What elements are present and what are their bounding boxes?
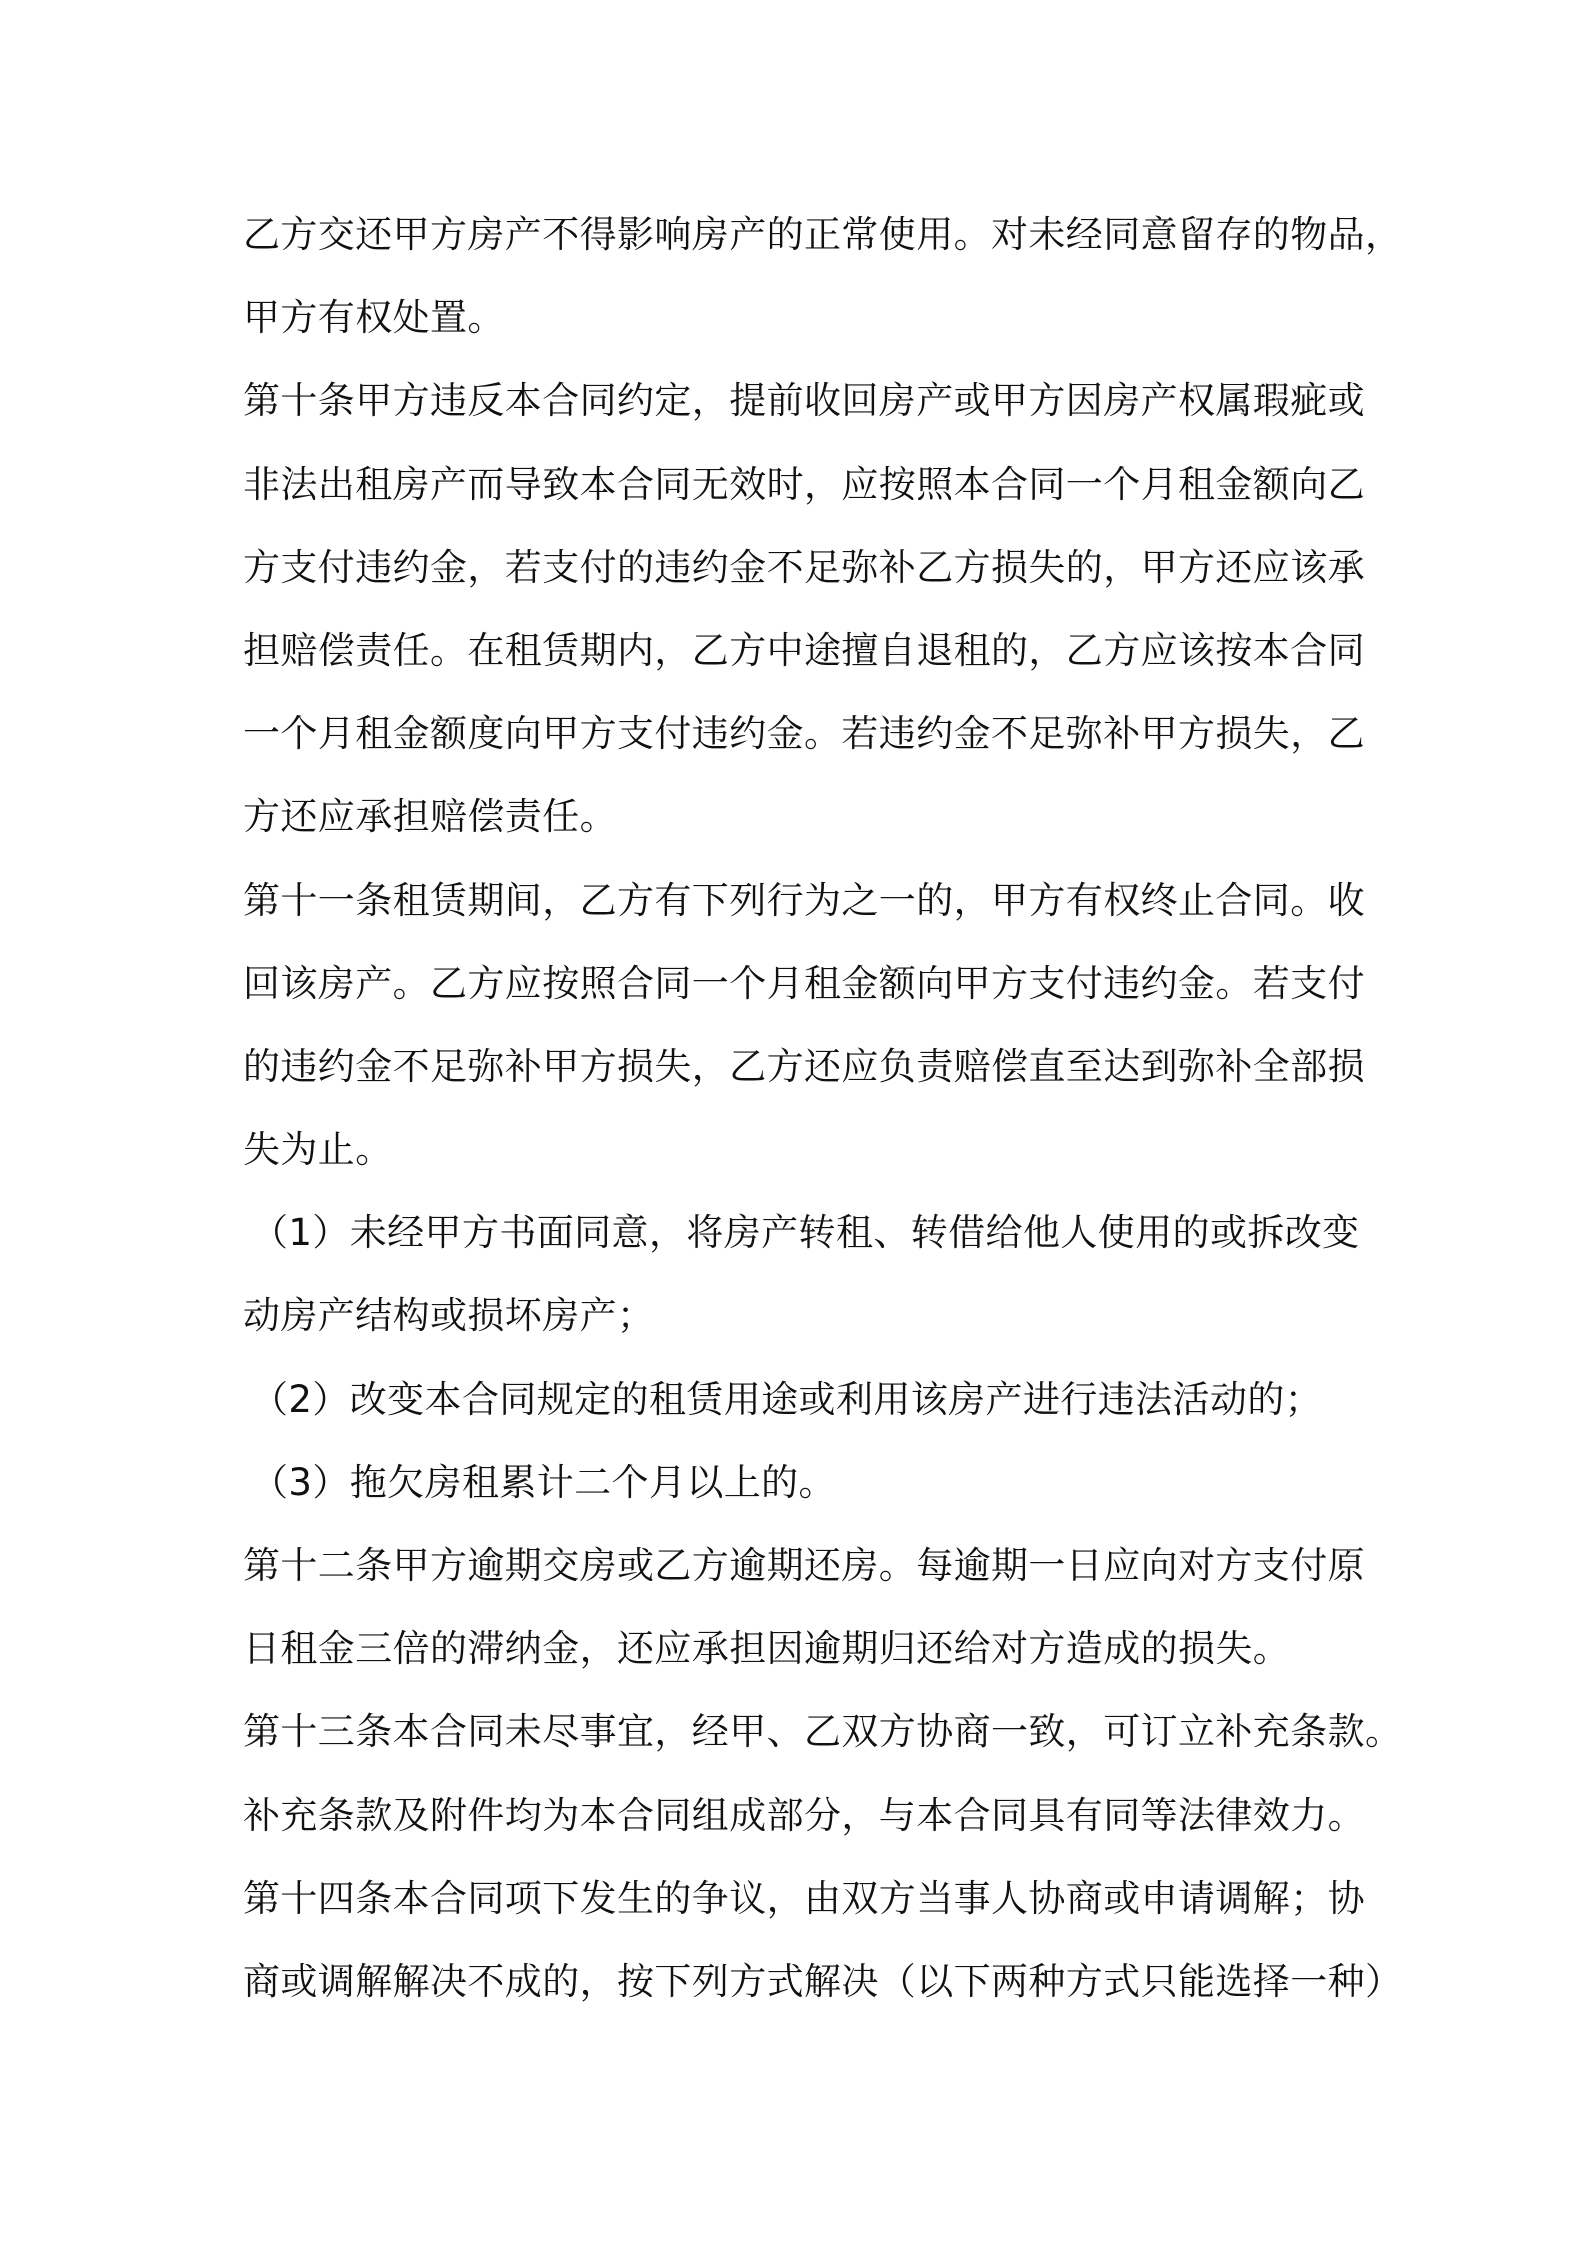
text-line: 第十条甲方违反本合同约定，提前收回房产或甲方因房产权属瑕疵或 [243, 379, 1365, 423]
text-line: 第十二条甲方逾期交房或乙方逾期还房。每逾期一日应向对方支付原 [243, 1544, 1365, 1587]
text-line: 第十一条租赁期间，乙方有下列行为之一的，甲方有权终止合同。收 [243, 878, 1365, 922]
text-line: 非法出租房产而导致本合同无效时，应按照本合同一个月租金额向乙 [243, 462, 1365, 506]
text-line: 第十三条本合同未尽事宜，经甲、乙双方协商一致，可订立补充条款。 [243, 1710, 1403, 1754]
document-body [243, 193, 1403, 2023]
text-line: 补充条款及附件均为本合同组成部分，与本合同具有同等法律效力。 [243, 1793, 1365, 1837]
list-item: （1）未经甲方书面同意，将房产转租、转借给他人使用的或拆改变 [251, 1211, 1360, 1255]
text-line: 一个月租金额度向甲方支付违约金。若违约金不足弥补甲方损失，乙 [243, 712, 1365, 756]
text-line: 担赔偿责任。在租赁期内，乙方中途擅自退租的，乙方应该按本合同 [243, 628, 1365, 672]
list-item: （2）改变本合同规定的租赁用途或利用该房产进行违法活动的； [251, 1377, 1323, 1421]
text-line: 方支付违约金，若支付的违约金不足弥补乙方损失的，甲方还应该承 [243, 545, 1365, 589]
text-line: 商或调解解决不成的，按下列方式解决（以下两种方式只能选择一种） [243, 1959, 1403, 2003]
text-line: 甲方有权处置。 [243, 296, 505, 340]
list-item: （3）拖欠房租累计二个月以上的。 [251, 1460, 836, 1504]
text-line: 动房产结构或损坏房产； [243, 1294, 655, 1338]
text-line: 日租金三倍的滞纳金，还应承担因逾期归还给对方造成的损失。 [243, 1627, 1291, 1671]
text-line: 的违约金不足弥补甲方损失，乙方还应负责赔偿直至达到弥补全部损 [243, 1044, 1365, 1088]
text-line: 失为止。 [243, 1128, 393, 1172]
text-line: 第十四条本合同项下发生的争议，由双方当事人协商或申请调解；协 [243, 1876, 1365, 1920]
text-line: 方还应承担赔偿责任。 [243, 795, 617, 839]
text-line: 回该房产。乙方应按照合同一个月租金额向甲方支付违约金。若支付 [243, 961, 1365, 1005]
text-line: 乙方交还甲方房产不得影响房产的正常使用。对未经同意留存的物品， [243, 213, 1403, 256]
